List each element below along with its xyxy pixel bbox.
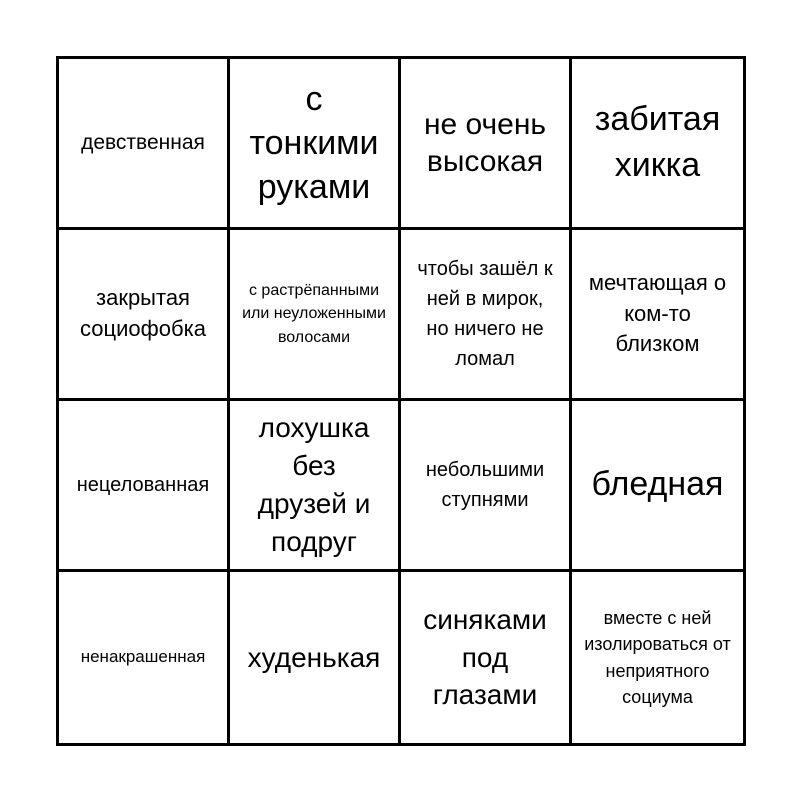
bingo-cell-text: забитая хикка [594,100,721,184]
bingo-cell-text: с растрёпанными или неуложенными волосами [242,282,386,346]
bingo-cell-text: не очень высокая [423,107,547,178]
bingo-cell-text: бледная [591,465,724,504]
bingo-board [56,56,746,746]
bingo-cell-text: девственная [81,130,205,154]
bingo-cell[interactable] [230,230,401,401]
bingo-cell-text: вместе с ней изолироваться от неприятного социума [584,608,731,707]
bingo-cell-text: мечтающая о ком-то близком [588,269,727,357]
bingo-cell-text: небольшими ступнями [425,459,545,511]
bingo-cell[interactable] [59,230,230,401]
bingo-cell[interactable] [59,401,230,572]
bingo-cell-text: худенькая [247,641,381,673]
bingo-cell-text: ненакрашенная [80,647,206,667]
bingo-cell-text: закрытая социофобка [80,285,206,341]
bingo-cell[interactable] [401,59,572,230]
bingo-cell-text: лохушка без друзей и подруг [257,412,371,557]
bingo-cell-text: с тонкими руками [249,79,379,207]
bingo-cell[interactable] [572,401,743,572]
bingo-cell[interactable] [401,572,572,743]
bingo-cell[interactable] [59,572,230,743]
bingo-cell-text: синяками под глазами [423,603,547,711]
bingo-cell[interactable] [401,401,572,572]
bingo-cell[interactable] [230,59,401,230]
bingo-cell[interactable] [59,59,230,230]
bingo-cell[interactable] [401,230,572,401]
bingo-cell[interactable] [572,230,743,401]
bingo-cell-text: чтобы зашёл к ней в мирок, но ничего не ломал [417,258,553,370]
bingo-cell[interactable] [230,572,401,743]
bingo-cell[interactable] [572,59,743,230]
bingo-cell[interactable] [230,401,401,572]
bingo-cell-text: нецелованная [76,474,210,496]
bingo-cell[interactable] [572,572,743,743]
